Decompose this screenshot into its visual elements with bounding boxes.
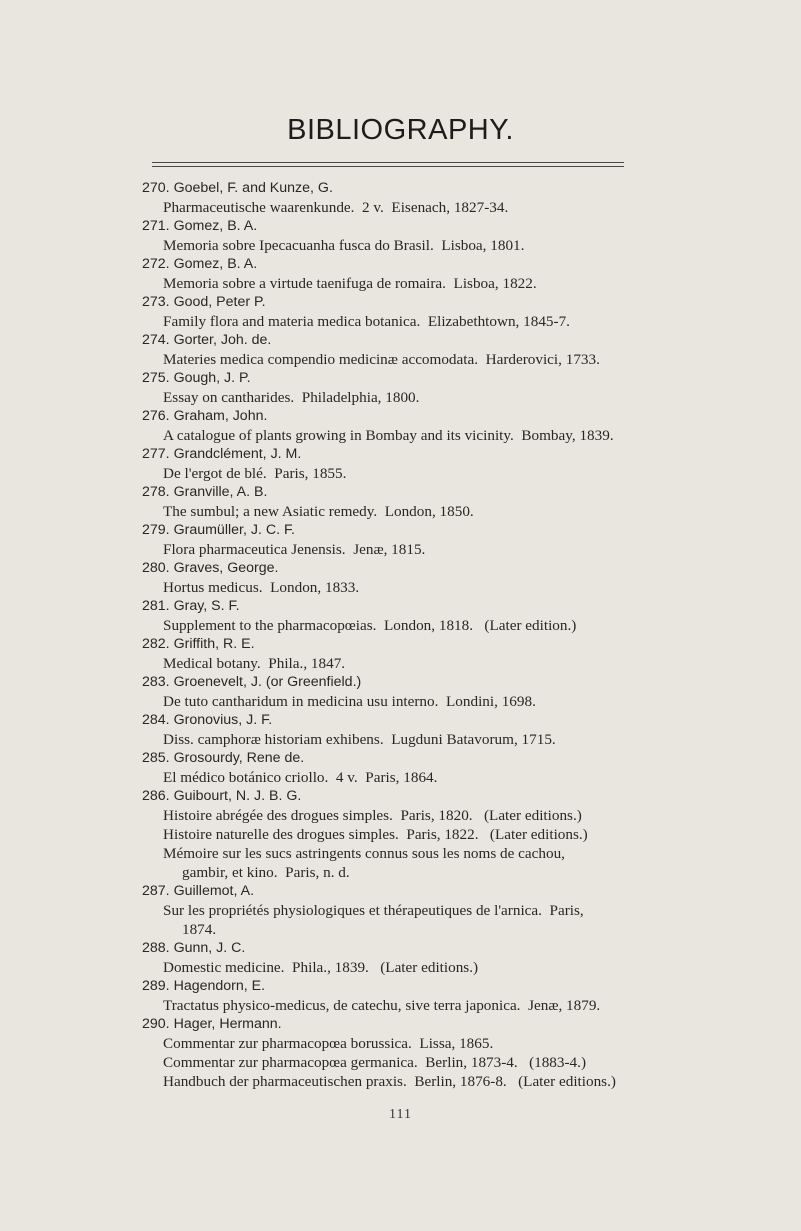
entry-citation-line: Commentar zur pharmacopœa borussica. Lissa, 1865.	[163, 1035, 494, 1052]
entry-heading	[142, 787, 792, 806]
entry-citation-line: Hortus medicus. London, 1833.	[163, 579, 360, 596]
bibliography-entry	[142, 1015, 792, 1091]
entry-heading	[142, 939, 792, 958]
entry-citation-line: Tractatus physico-medicus, de catechu, sive terra japonica. Jenæ, 1879.	[163, 997, 601, 1014]
entry-citation-line: Pharmaceutische waarenkunde. 2 v. Eisenach, 1827-34.	[163, 199, 509, 216]
bibliography-entry	[142, 293, 792, 331]
entry-number: 283.	[142, 674, 170, 690]
entry-author: Gronovius, J. F.	[173, 712, 273, 728]
entry-number: 275.	[142, 370, 170, 386]
bibliography-entry	[142, 521, 792, 559]
entry-author: Grosourdy, Rene de.	[173, 750, 305, 766]
entry-author: Gorter, Joh. de.	[173, 332, 272, 348]
entry-author: Graumüller, J. C. F.	[173, 522, 295, 538]
entry-number: 278.	[142, 484, 170, 500]
entry-number: 286.	[142, 788, 170, 804]
entry-number: 271.	[142, 218, 170, 234]
entry-author: Granville, A. B.	[173, 484, 268, 500]
page-number: 111	[389, 1107, 412, 1122]
entry-heading	[142, 882, 792, 901]
entry-citation-line: De tuto cantharidum in medicina usu interno. Londini, 1698.	[163, 693, 536, 710]
bibliography-entry	[142, 787, 792, 882]
entry-heading	[142, 483, 792, 502]
entry-heading	[142, 597, 792, 616]
entry-heading	[142, 407, 792, 426]
entry-number: 280.	[142, 560, 170, 576]
entry-citation-line: The sumbul; a new Asiatic remedy. London, 1850.	[163, 503, 474, 520]
entry-heading	[142, 293, 792, 312]
entry-citation-line: gambir, et kino. Paris, n. d.	[163, 864, 350, 881]
bibliography-entry	[142, 673, 792, 711]
entry-number: 270.	[142, 180, 170, 196]
bibliography-entry	[142, 445, 792, 483]
entry-author: Good, Peter P.	[173, 294, 266, 310]
entry-author: Hagendorn, E.	[173, 978, 266, 994]
entry-citation-line: El médico botánico criollo. 4 v. Paris, 1864.	[163, 769, 438, 786]
entry-citation-line: Materies medica compendio medicinæ accomodata. Harderovici, 1733.	[163, 351, 600, 368]
entry-number: 279.	[142, 522, 170, 538]
entry-heading	[142, 977, 792, 996]
entry-heading	[142, 673, 792, 692]
bibliography-entry	[142, 369, 792, 407]
entry-heading	[142, 179, 792, 198]
entry-author: Grandclément, J. M.	[173, 446, 302, 462]
entry-citation-line: Handbuch der pharmaceutischen praxis. Berlin, 1876-8. (Later editions.)	[163, 1073, 616, 1090]
entry-number: 287.	[142, 883, 170, 899]
entry-number: 288.	[142, 940, 170, 956]
entry-heading	[142, 1015, 792, 1034]
entry-author: Gough, J. P.	[173, 370, 251, 386]
entry-number: 284.	[142, 712, 170, 728]
entry-citation-line: Histoire naturelle des drogues simples. Paris, 1822. (Later editions.)	[163, 826, 588, 843]
title-rule-top	[152, 162, 624, 163]
entry-citation-line: De l'ergot de blé. Paris, 1855.	[163, 465, 347, 482]
entry-citation-line: Mémoire sur les sucs astringents connus sous les noms de cachou,	[163, 845, 565, 862]
entry-author: Griffith, R. E.	[173, 636, 255, 652]
entry-heading	[142, 331, 792, 350]
entry-author: Graham, John.	[173, 408, 268, 424]
bibliography-entry	[142, 882, 792, 939]
entry-number: 281.	[142, 598, 170, 614]
entry-author: Gunn, J. C.	[173, 940, 246, 956]
entry-number: 289.	[142, 978, 170, 994]
bibliography-entry	[142, 179, 792, 217]
entry-heading	[142, 635, 792, 654]
bibliography-entry	[142, 711, 792, 749]
entry-citation-line: Memoria sobre a virtude taenifuga de romaira. Lisboa, 1822.	[163, 275, 537, 292]
entry-citation-line: 1874.	[163, 921, 217, 938]
entry-number: 274.	[142, 332, 170, 348]
entry-citation-line: Memoria sobre Ipecacuanha fusca do Brasil. Lisboa, 1801.	[163, 237, 525, 254]
entry-heading	[142, 521, 792, 540]
entry-author: Guillemot, A.	[173, 883, 255, 899]
entry-citation-line: Histoire abrégée des drogues simples. Paris, 1820. (Later editions.)	[163, 807, 582, 824]
entry-citation-line: Supplement to the pharmacopœias. London, 1818. (Later edition.)	[163, 617, 577, 634]
entry-number: 285.	[142, 750, 170, 766]
bibliography-entry	[142, 217, 792, 255]
entry-citation-line: Domestic medicine. Phila., 1839. (Later editions.)	[163, 959, 479, 976]
entry-author: Hager, Hermann.	[173, 1016, 282, 1032]
entry-heading	[142, 559, 792, 578]
entry-heading	[142, 255, 792, 274]
bibliography-entry	[142, 331, 792, 369]
entry-citation-line: Flora pharmaceutica Jenensis. Jenæ, 1815.	[163, 541, 426, 558]
entry-number: 290.	[142, 1016, 170, 1032]
entry-heading	[142, 369, 792, 388]
entry-author: Groenevelt, J. (or Greenfield.)	[173, 674, 362, 690]
entry-author: Gomez, B. A.	[173, 218, 258, 234]
page-title: BIBLIOGRAPHY.	[287, 114, 514, 146]
bibliography-entry	[142, 749, 792, 787]
entry-citation-line: Commentar zur pharmacopœa germanica. Berlin, 1873-4. (1883-4.)	[163, 1054, 587, 1071]
entry-heading	[142, 445, 792, 464]
bibliography-list	[142, 179, 792, 1091]
bibliography-entry	[142, 939, 792, 977]
entry-author: Goebel, F. and Kunze, G.	[173, 180, 333, 196]
entry-number: 276.	[142, 408, 170, 424]
bibliography-entry	[142, 635, 792, 673]
entry-number: 282.	[142, 636, 170, 652]
bibliography-entry	[142, 407, 792, 445]
entry-citation-line: Sur les propriétés physiologiques et thérapeutiques de l'arnica. Paris,	[163, 902, 584, 919]
bibliography-entry	[142, 977, 792, 1015]
entry-number: 273.	[142, 294, 170, 310]
bibliography-entry	[142, 597, 792, 635]
entry-number: 272.	[142, 256, 170, 272]
bibliography-entry	[142, 483, 792, 521]
entry-citation-line: Diss. camphoræ historiam exhibens. Lugduni Batavorum, 1715.	[163, 731, 556, 748]
entry-heading	[142, 749, 792, 768]
entry-citation-line: A catalogue of plants growing in Bombay and its vicinity. Bombay, 1839.	[163, 427, 614, 444]
bibliography-entry	[142, 255, 792, 293]
title-rule-bottom	[152, 166, 624, 167]
entry-heading	[142, 217, 792, 236]
entry-author: Gray, S. F.	[173, 598, 240, 614]
entry-author: Gomez, B. A.	[173, 256, 258, 272]
entry-citation-line: Essay on cantharides. Philadelphia, 1800.	[163, 389, 420, 406]
entry-citation-line: Family flora and materia medica botanica. Elizabethtown, 1845-7.	[163, 313, 570, 330]
entry-citation-line: Medical botany. Phila., 1847.	[163, 655, 346, 672]
entry-author: Graves, George.	[173, 560, 279, 576]
entry-author: Guibourt, N. J. B. G.	[173, 788, 302, 804]
bibliography-entry	[142, 559, 792, 597]
entry-heading	[142, 711, 792, 730]
entry-number: 277.	[142, 446, 170, 462]
